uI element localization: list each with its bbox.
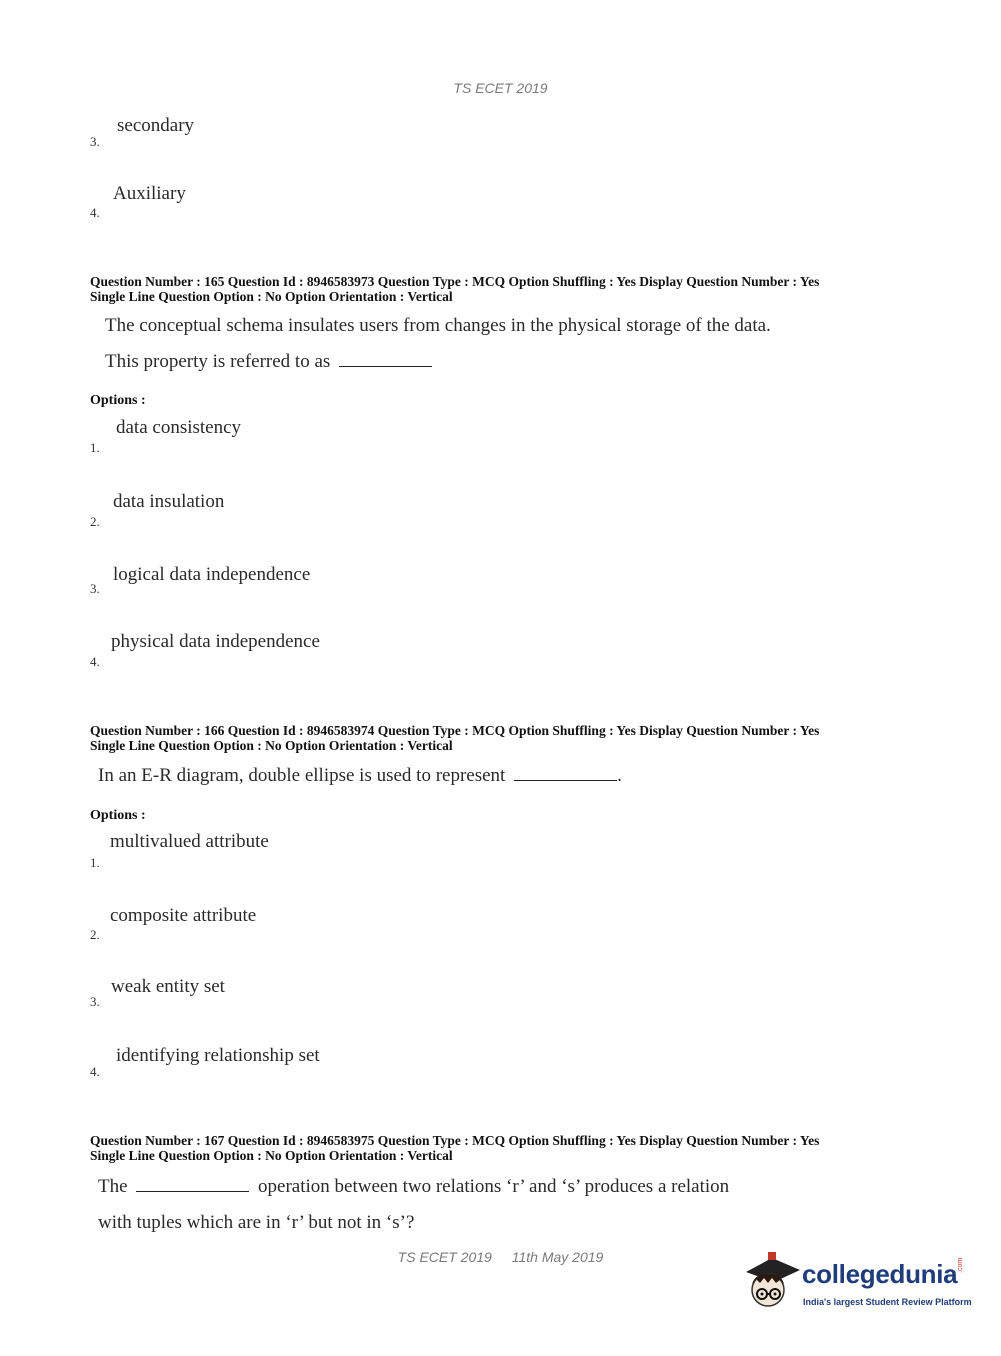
question-meta: Single Line Question Option : No Option Orientation : Vertical (90, 289, 453, 304)
option-text: composite attribute (110, 905, 257, 926)
question-meta: Single Line Question Option : No Option Orientation : Vertical (90, 738, 453, 753)
question-text: The (98, 1176, 128, 1197)
option-number: 1. (90, 855, 100, 870)
page-header: TS ECET 2019 (453, 80, 548, 96)
option-text: multivalued attribute (110, 831, 269, 852)
logo-suffix: .com (957, 1257, 964, 1273)
collegedunia-mascot-icon (742, 1250, 802, 1312)
option-text: physical data independence (111, 631, 320, 652)
question-text-line1 (98, 1176, 729, 1198)
question-text-end: . (617, 765, 622, 786)
question-meta: Single Line Question Option : No Option Orientation : Vertical (90, 1148, 453, 1163)
question-text: In an E-R diagram, double ellipse is used to represent (98, 765, 506, 786)
option-text: Auxiliary (113, 183, 186, 204)
question-text: operation between two relations ‘r’ and ‘s’ produces a relation (258, 1176, 730, 1197)
logo-tagline: India's largest Student Review Platform (803, 1297, 972, 1307)
options-label: Options : (90, 393, 146, 408)
question-meta: Question Number : 165 Question Id : 8946583973 Question Type : MCQ Option Shuffling : Yes Display Question Number : Yes (90, 274, 820, 289)
question-text-line2 (105, 351, 432, 373)
option-number: 4. (90, 1064, 100, 1079)
option-number: 3. (90, 581, 100, 596)
option-text: identifying relationship set (116, 1045, 320, 1066)
option-text: logical data independence (113, 564, 311, 585)
question-text: This property is referred to as (105, 351, 331, 372)
option-text: data consistency (116, 417, 242, 438)
option-number: 2. (90, 514, 100, 529)
option-number: 2. (90, 927, 100, 942)
logo-wordmark: collegedunia (802, 1259, 958, 1289)
question-text-line1 (98, 765, 622, 787)
option-number: 1. (90, 440, 100, 455)
question-text: with tuples which are in ‘r’ but not in ‘s’? (98, 1212, 415, 1233)
option-number: 3. (90, 994, 100, 1009)
question-meta: Question Number : 166 Question Id : 8946583974 Question Type : MCQ Option Shuffling : Yes Display Question Number : Yes (90, 723, 820, 738)
answer-blank (339, 365, 432, 367)
question-text: The conceptual schema insulates users from changes in the physical storage of the data. (105, 315, 771, 336)
footer-exam: TS ECET 2019 (397, 1249, 492, 1265)
option-text: weak entity set (111, 976, 225, 997)
option-text: data insulation (113, 491, 225, 512)
answer-blank (136, 1190, 249, 1192)
footer-date: 11th May 2019 (511, 1249, 604, 1265)
answer-blank (514, 779, 617, 781)
options-label: Options : (90, 808, 146, 823)
question-meta: Question Number : 167 Question Id : 8946583975 Question Type : MCQ Option Shuffling : Yes Display Question Number : Yes (90, 1133, 820, 1148)
option-text: secondary (117, 115, 195, 136)
option-number: 4. (90, 654, 100, 669)
option-number: 4. (90, 205, 100, 220)
option-number: 3. (90, 134, 100, 149)
